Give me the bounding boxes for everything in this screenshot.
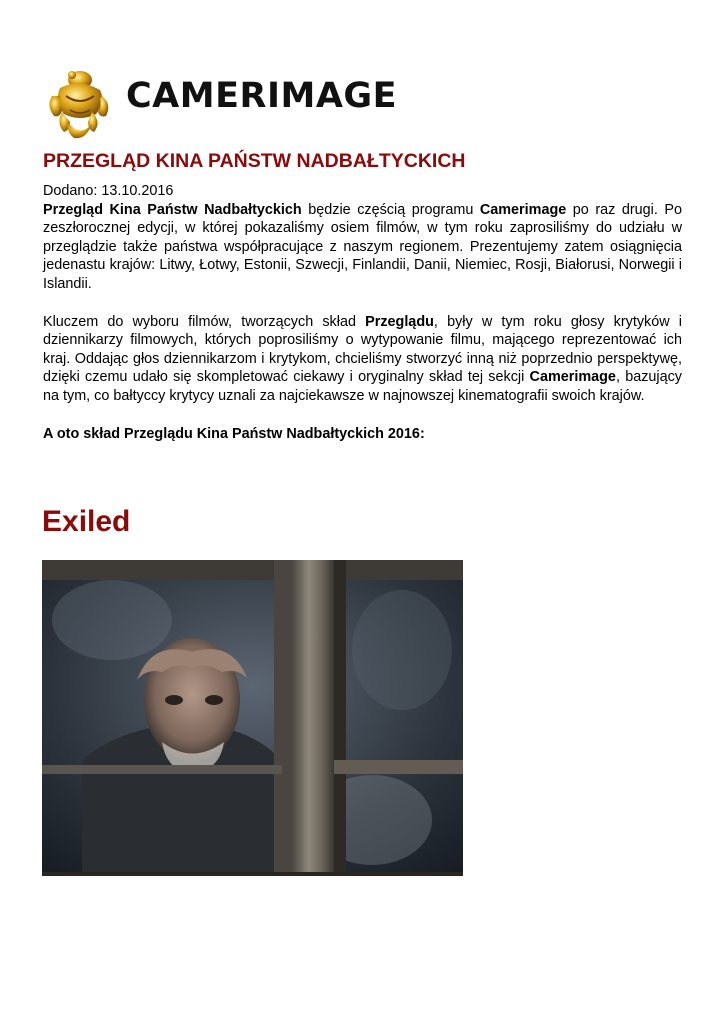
- bold-festival-name: Camerimage: [529, 369, 616, 386]
- bold-review-name: Przeglądu: [365, 313, 434, 330]
- film-still-image: [42, 560, 463, 876]
- article-date: Dodano: 13.10.2016: [43, 183, 174, 199]
- logo-wordmark: CAMERIMAGE: [126, 76, 398, 116]
- bold-review-name: Przegląd Kina Państw Nadbałtyckich: [43, 201, 302, 218]
- article-body: [43, 182, 682, 443]
- article-title: PRZEGLĄD KINA PAŃSTW NADBAŁTYCKICH: [43, 150, 466, 172]
- text-run: Kluczem do wyboru filmów, tworzących skład: [43, 313, 366, 330]
- bold-festival-name: Camerimage: [479, 201, 567, 218]
- text-run: po raz drugi. Po zeszłorocznej edycji, w której pokazaliśmy osiem filmów, w tym roku zaprosiliśmy do udziału w przeglądzie także państwa współpracujące z naszym regionem. Prezentujemy zatem osiągnięcia jedenastu krajów: Litwy, Łotwy, Estonii, Szwecji, Finlandii, Danii, Niemiec, Rosji, Białorusi, Norwegii i Islandii.: [43, 201, 682, 292]
- selection-paragraph: [43, 313, 682, 406]
- golden-frog-icon: [46, 66, 116, 142]
- text-run: będzie częścią programu: [301, 201, 480, 218]
- text-run: , bazujący na tym, co bałtyccy krytycy uznali za najciekawsze w najnowszej kinematografii swoich krajów.: [43, 369, 682, 404]
- camerimage-logo: [46, 66, 398, 142]
- intro-paragraph: [43, 201, 682, 294]
- text-run: , były w tym roku głosy krytyków i dziennikarzy filmowych, których poprosiliśmy o wytypowanie filmu, mającego reprezentować ich kraj. Oddając głos dziennikarzom i krytykom, chcieliśmy stworzyć inną niż poprzednio perspektywę, dzięki czemu udało się skompletować ciekawy i oryginalny skład tej sekcji: [43, 313, 682, 386]
- film-title: Exiled: [42, 505, 131, 538]
- lineup-heading: A oto skład Przeglądu Kina Państw Nadbałtyckich 2016:: [43, 425, 425, 442]
